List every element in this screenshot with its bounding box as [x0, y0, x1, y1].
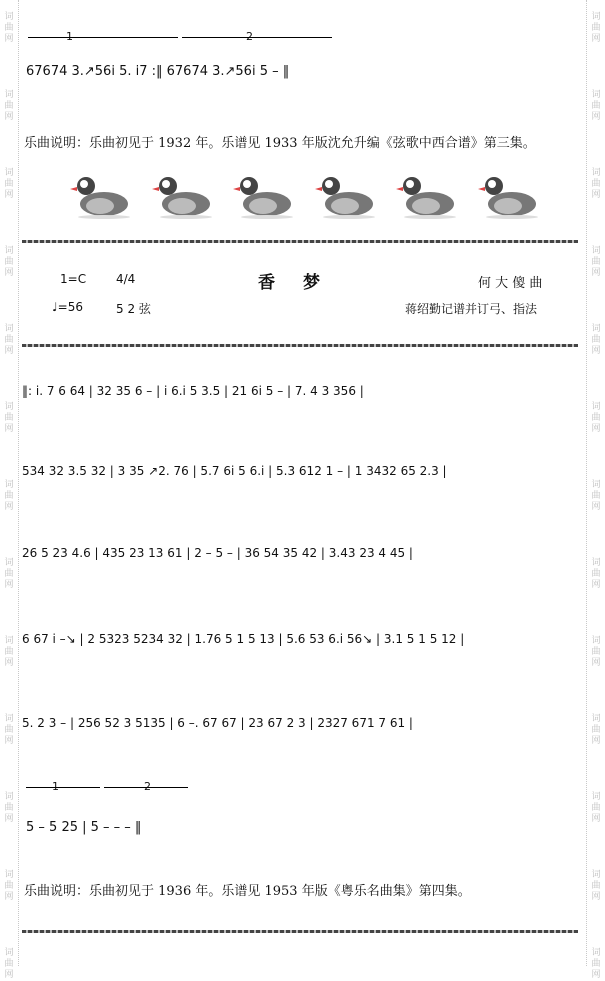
- watermark-text: 词 曲 网: [591, 480, 601, 512]
- watermark-text: 词 曲 网: [4, 480, 14, 512]
- ending-volta-1-bracket: [26, 787, 100, 788]
- music-note-1936: 乐曲说明：乐曲初见于 1936 年。乐谱见 1953 年版《粤乐名曲集》第四集。: [24, 884, 471, 899]
- watermark-text: 词 曲 网: [591, 12, 601, 44]
- notation-line-4: 6 67 i –↘ | 2 5323 5234 32 | 1.76 5 1 5 13 | 5.6 53 6.i 56↘ | 3.1 5 1 5 12 |: [22, 632, 465, 646]
- watermark-text: 词 曲 网: [591, 246, 601, 278]
- notation-line-1: ‖: i. 7 6 64 | 32 35 6 – | i 6.i 5 3.5 | 21 6i 5 – | 7. 4 3 356 |: [22, 384, 364, 398]
- watermark-text: 词 曲 网: [591, 168, 601, 200]
- duck-image: [396, 170, 458, 220]
- watermark-text: 词 曲 网: [4, 90, 14, 122]
- notation-line-3: 26 5 23 4.6 | 435 23 13 61 | 2 – 5 – | 36 54 35 42 | 3.43 23 4 45 |: [22, 546, 413, 560]
- notation-line-5: 5. 2 3 – | 256 52 3 5135 | 6 –. 67 67 | 23 67 2 3 | 2327 671 7 61 |: [22, 716, 413, 730]
- section-divider: [22, 240, 578, 243]
- watermark-text: 词 曲 网: [591, 870, 601, 902]
- watermark-text: 词 曲 网: [591, 558, 601, 590]
- arranger-credit: 蒋绍勤记谱并订弓、指法: [405, 302, 538, 316]
- ending-volta-2-bracket: [104, 787, 188, 788]
- watermark-text: 词 曲 网: [4, 402, 14, 434]
- watermark-text: 词 曲 网: [4, 948, 14, 980]
- watermark-text: 词 曲 网: [4, 324, 14, 356]
- music-note-1932: 乐曲说明：乐曲初见于 1932 年。乐谱见 1933 年版沈允升编《弦歌中西合谱》第三集。: [24, 136, 536, 151]
- watermark-text: 词 曲 网: [4, 714, 14, 746]
- string-tuning: 5 2 弦: [116, 302, 151, 316]
- watermark-text: 词 曲 网: [591, 402, 601, 434]
- watermark-text: 词 曲 网: [4, 12, 14, 44]
- duck-image: [233, 170, 295, 220]
- bottom-divider: [22, 930, 578, 933]
- duck-image: [315, 170, 377, 220]
- watermark-text: 词 曲 网: [4, 870, 14, 902]
- ending-volta-1-label: 1: [52, 780, 59, 793]
- watermark-text: 词 曲 网: [4, 168, 14, 200]
- key-signature: 1=C: [60, 272, 87, 286]
- watermark-text: 词 曲 网: [591, 324, 601, 356]
- watermark-text: 词 曲 网: [4, 636, 14, 668]
- volta-1-bracket: [28, 37, 178, 38]
- duck-illustration-row: [70, 170, 540, 220]
- watermark-text: 词 曲 网: [591, 636, 601, 668]
- top-excerpt-notation: 67674 3.↗56i 5. i7 :‖ 67674 3.↗56i 5 – ‖: [26, 64, 290, 79]
- duck-image: [70, 170, 132, 220]
- volta-2-label: 2: [246, 30, 253, 43]
- duck-image: [478, 170, 540, 220]
- song-title: 香梦: [258, 273, 348, 293]
- watermark-text: 词 曲 网: [591, 714, 601, 746]
- volta-2-bracket: [182, 37, 332, 38]
- watermark-text: 词 曲 网: [591, 948, 601, 980]
- composer: 何 大 傻 曲: [478, 276, 543, 291]
- watermark-text: 词 曲 网: [591, 792, 601, 824]
- ending-volta-2-label: 2: [144, 780, 151, 793]
- notation-line-2: 534 32 3.5 32 | 3 35 ↗2. 76 | 5.7 6i 5 6.i | 5.3 612 1 – | 1 3432 65 2.3 |: [22, 464, 447, 478]
- watermark-text: 词 曲 网: [4, 792, 14, 824]
- time-signature: 4/4: [116, 272, 136, 286]
- ending-notation: 5 – 5 25 | 5 – – – ‖: [26, 820, 142, 835]
- watermark-text: 词 曲 网: [591, 90, 601, 122]
- section-divider: [22, 344, 578, 347]
- watermark-text: 词 曲 网: [4, 246, 14, 278]
- volta-1-label: 1: [66, 30, 73, 43]
- tempo-marking: ♩=56: [52, 300, 83, 314]
- watermark-text: 词 曲 网: [4, 558, 14, 590]
- duck-image: [152, 170, 214, 220]
